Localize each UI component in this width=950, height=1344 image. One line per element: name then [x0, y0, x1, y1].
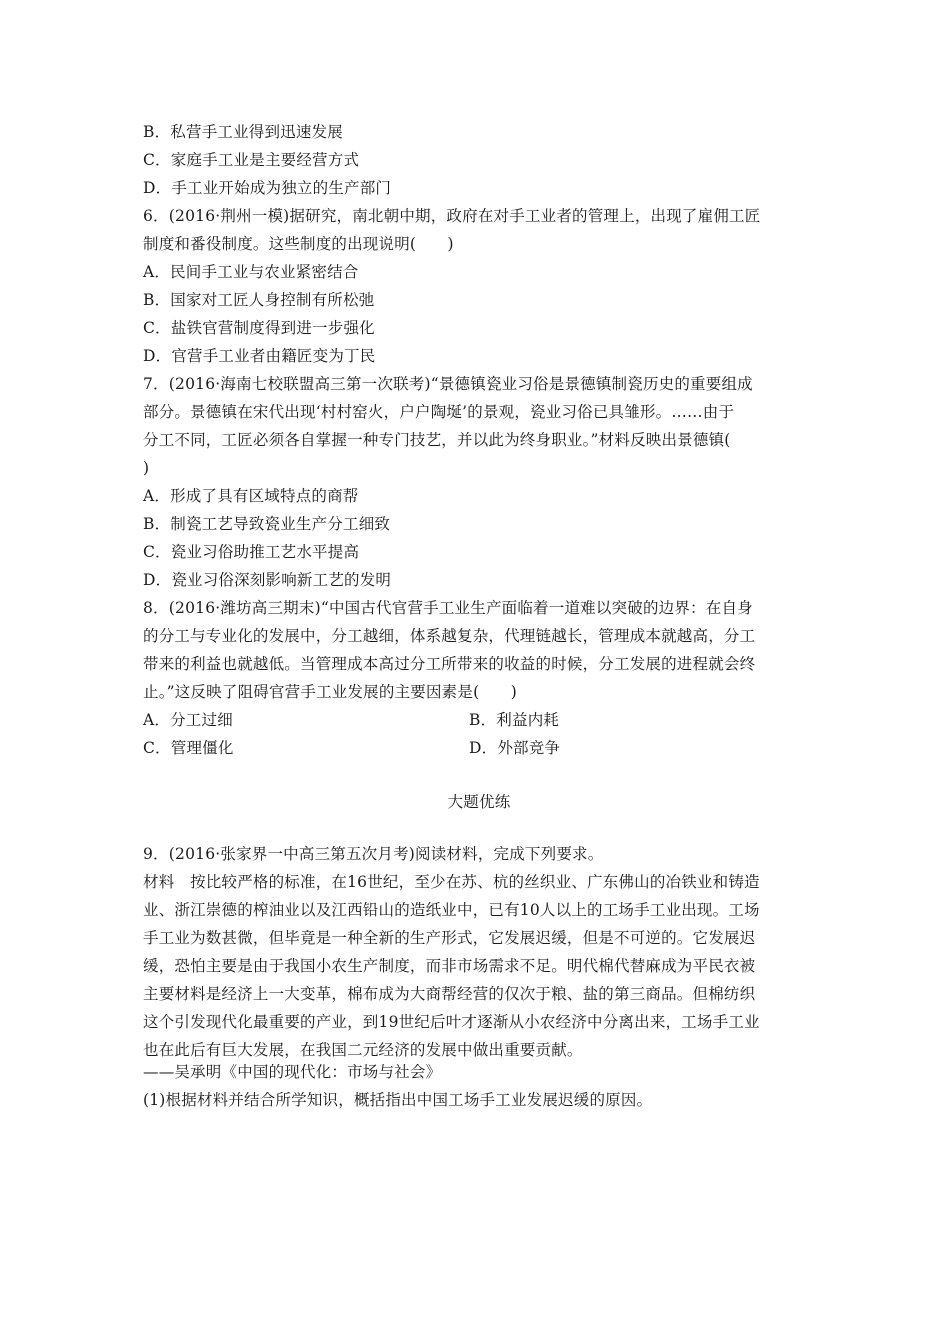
question-7-option-c: C．瓷业习俗助推工艺水平提高	[143, 543, 360, 561]
section-title: 大题优练	[447, 793, 511, 811]
question-7-stem-line-1: 7．(2016·海南七校联盟高三第一次联考)“景德镇瓷业习俗是景德镇制瓷历史的重要组成	[143, 375, 753, 393]
option-d-independent-sector: D．手工业开始成为独立的生产部门	[143, 179, 392, 197]
question-9-source: ——吴承明《中国的现代化：市场与社会》	[143, 1063, 442, 1081]
question-9-material-line-1: 材料 按比较严格的标准，在16世纪，至少在苏、杭的丝织业、广东佛山的冶铁业和铸造	[143, 873, 760, 891]
question-8-stem-line-4: 止。”这反映了阻碍官营手工业发展的主要因素是( )	[143, 683, 517, 701]
question-9-material-line-2: 业、浙江崇德的榨油业以及江西铅山的造纸业中，已有10人以上的工场手工业出现。工场	[143, 901, 760, 919]
question-8-stem-line-1: 8．(2016·潍坊高三期末)“中国古代官营手工业生产面临着一道难以突破的边界：在自身	[143, 599, 753, 617]
question-9-material-line-5: 主要材料是经济上一大变革，棉布成为大商帮经营的仅次于粮、盐的第三商品。但棉纺织	[143, 985, 756, 1003]
question-9-material-line-6: 这个引发现代化最重要的产业，到19世纪后叶才逐渐从小农经济中分离出来，工场手工业	[143, 1013, 760, 1031]
question-8-stem-line-3: 带来的利益也就越低。当管理成本高过分工所带来的收益的时候，分工发展的进程就会终	[143, 655, 756, 673]
question-6-option-a: A．民间手工业与农业紧密结合	[143, 263, 359, 281]
question-8-option-d: D．外部竞争	[469, 739, 561, 757]
question-7-stem-line-4: )	[143, 459, 150, 477]
question-9-header: 9．(2016·张家界一中高三第五次月考)阅读材料，完成下列要求。	[143, 845, 604, 863]
question-8-option-c: C．管理僵化	[143, 739, 234, 757]
question-8-stem-line-2: 的分工与专业化的发展中，分工越细，体系越复杂，代理链越长，管理成本就越高，分工	[143, 627, 756, 645]
question-6-stem-line-1: 6．(2016·荆州一模)据研究，南北朝中期，政府在对手工业者的管理上，出现了雇佣工匠	[143, 207, 761, 225]
option-c-household-handicraft: C．家庭手工业是主要经营方式	[143, 151, 360, 169]
question-7-stem-line-2: 部分。景德镇在宋代出现‘村村窑火，户户陶埏’的景观，瓷业习俗已具雏形。……由于	[143, 403, 735, 421]
option-b-private-handicraft: B．私营手工业得到迅速发展	[143, 123, 343, 141]
question-7-option-b: B．制瓷工艺导致瓷业生产分工细致	[143, 515, 391, 533]
question-7-option-a: A．形成了具有区域特点的商帮	[143, 487, 359, 505]
question-9-material-line-4: 缓，恐怕主要是由于我国小农生产制度，而非市场需求不足。明代棉代替麻成为平民衣被	[143, 957, 756, 975]
question-7-stem-line-3: 分工不同，工匠必须各自掌握一种专门技艺，并以此为终身职业。”材料反映出景德镇(	[143, 431, 731, 449]
question-8-option-b: B．利益内耗	[469, 711, 560, 729]
question-6-option-d: D．官营手工业者由籍匠变为丁民	[143, 347, 376, 365]
question-9-subquestion-1: (1)根据材料并结合所学知识，概括指出中国工场手工业发展迟缓的原因。	[143, 1091, 653, 1109]
question-9-material-line-7: 也在此后有巨大发展，在我国二元经济的发展中做出重要贡献。	[143, 1041, 583, 1059]
question-9-material-line-3: 手工业为数甚微，但毕竟是一种全新的生产形式，它发展迟缓，但是不可逆的。它发展迟	[143, 929, 756, 947]
question-6-stem-line-2: 制度和番役制度。这些制度的出现说明( )	[143, 235, 454, 253]
question-8-option-a: A．分工过细	[143, 711, 233, 729]
question-7-option-d: D．瓷业习俗深刻影响新工艺的发明	[143, 571, 392, 589]
question-6-option-b: B．国家对工匠人身控制有所松弛	[143, 291, 375, 309]
question-6-option-c: C．盐铁官营制度得到进一步强化	[143, 319, 375, 337]
